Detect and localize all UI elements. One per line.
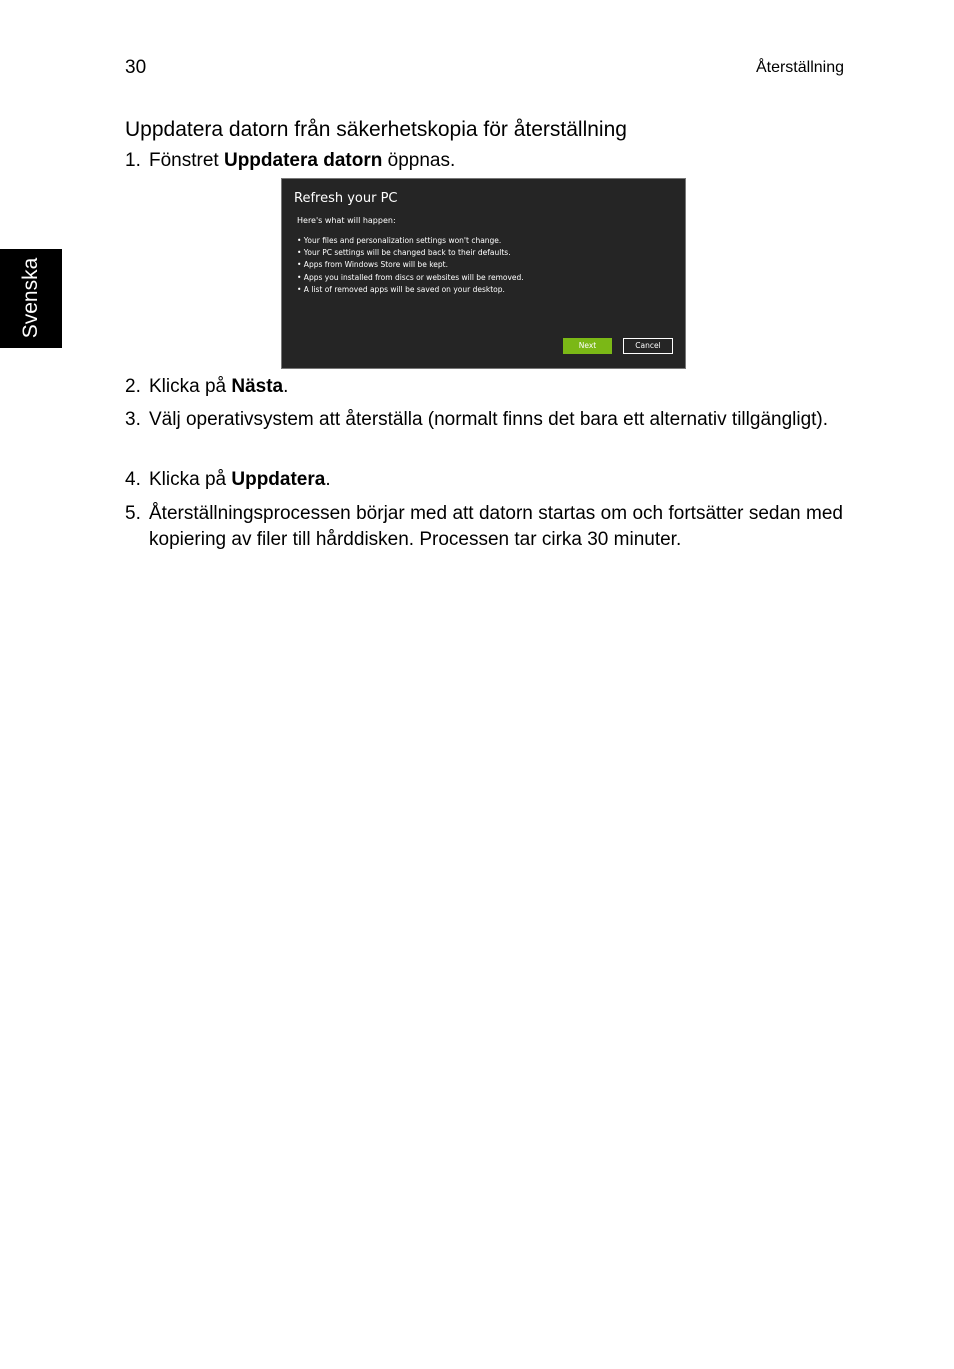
next-button[interactable]: Next <box>563 338 612 354</box>
page-number: 30 <box>125 57 147 78</box>
dialog-screenshot <box>281 178 686 369</box>
list-item: • A list of removed apps will be saved on your desktop. <box>297 284 505 294</box>
step-number: 3. <box>125 409 141 430</box>
step-text-post: . <box>325 469 331 490</box>
step-text-pre: Klicka på <box>149 376 232 397</box>
cancel-button[interactable]: Cancel <box>623 338 673 354</box>
dialog-title: Refresh your PC <box>294 191 398 206</box>
step-text: Återställningsprocessen börjar med att datorn startas om och fortsätter sedan med kopiering av filer till hårddisken. Processen tar cirka 30 minuter. <box>149 503 843 550</box>
step-4 <box>125 467 843 493</box>
step-number: 5. <box>125 503 141 524</box>
step-text-post: . <box>283 376 289 397</box>
step-number: 4. <box>125 469 141 490</box>
step-text-pre: Klicka på <box>149 469 232 490</box>
step-text <box>149 148 843 174</box>
step-number: 2. <box>125 376 141 397</box>
section-title: Uppdatera datorn från säkerhetskopia för återställning <box>125 118 627 141</box>
step-5 <box>125 501 843 553</box>
step-text-bold: Uppdatera <box>231 469 326 490</box>
step-2 <box>125 374 843 400</box>
side-tab <box>0 249 62 348</box>
step-text-pre: Fönstret <box>149 150 224 171</box>
step-text-bold: Uppdatera datorn <box>223 150 383 171</box>
list-item: • Your PC settings will be changed back to their defaults. <box>297 248 511 258</box>
list-item: • Apps from Windows Store will be kept. <box>297 260 448 270</box>
step-1 <box>125 148 843 174</box>
step-number: 1. <box>125 150 141 171</box>
list-item: • Apps you installed from discs or websites will be removed. <box>297 272 524 282</box>
step-text <box>149 374 843 400</box>
step-3 <box>125 407 843 433</box>
running-header: Återställning <box>755 59 844 76</box>
step-text: Välj operativsystem att återställa (normalt finns det bara ett alternativ tillgängligt). <box>149 409 829 430</box>
step-text <box>149 467 843 493</box>
list-item: • Your files and personalization settings won't change. <box>297 236 502 245</box>
dialog-list <box>297 235 524 296</box>
step-text-post: öppnas. <box>382 150 456 171</box>
dialog-subtitle: Here's what will happen: <box>297 216 396 225</box>
step-text-bold: Nästa <box>231 376 284 397</box>
side-tab-label: Svenska <box>19 257 42 339</box>
